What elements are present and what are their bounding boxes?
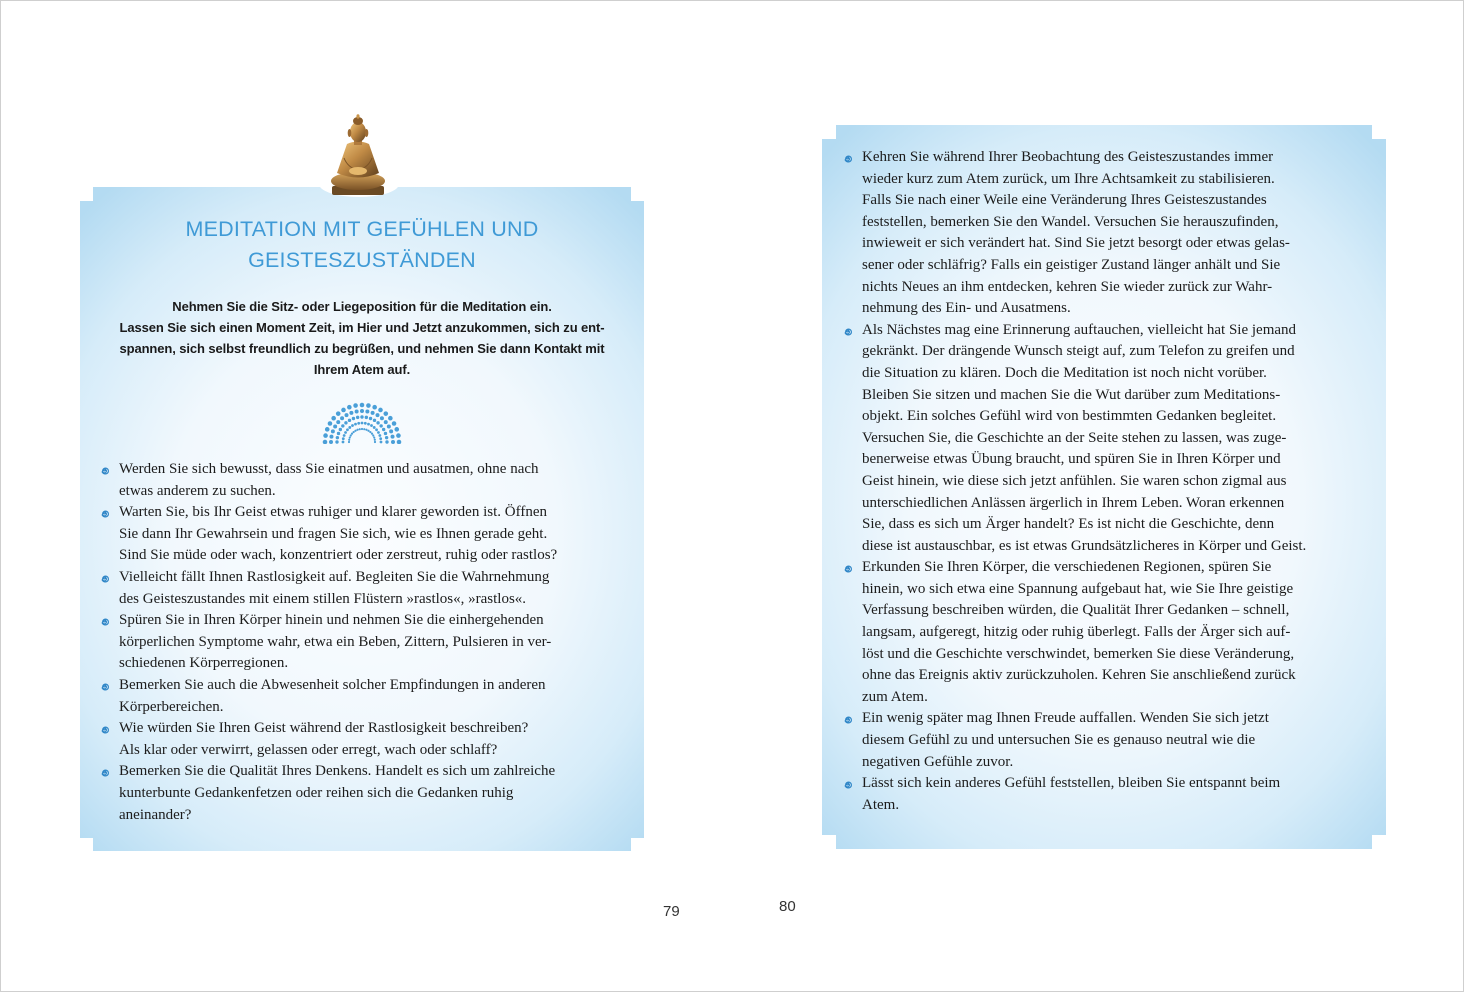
ornament-dot bbox=[371, 433, 373, 435]
ornament-dot bbox=[354, 423, 357, 426]
bullet-text-line: Spüren Sie in Ihren Körper hinein und nehmen Sie die einhergehenden bbox=[119, 612, 544, 629]
ornament-dot bbox=[349, 436, 351, 438]
bullet-text-line: Ein wenig später mag Ihnen Freude auffallen. Wenden Sie sich jetzt bbox=[862, 710, 1269, 727]
ornament-dot bbox=[341, 408, 346, 413]
bullet-text-line: Kehren Sie während Ihrer Beobachtung des Geisteszustandes immer bbox=[862, 149, 1274, 165]
ornament-dot bbox=[366, 403, 371, 408]
ornament-dot bbox=[360, 415, 363, 418]
bullet-text-line: schiedenen Körperregionen. bbox=[119, 655, 289, 672]
ornament-dot bbox=[385, 436, 388, 439]
bullet-text-line: benerweise etwas Übung braucht, und spüren Sie in Ihren Körper und bbox=[862, 451, 1281, 468]
ornament-dot bbox=[394, 427, 399, 432]
spiral-bullet-icon bbox=[842, 778, 853, 790]
bullet-text-line: zum Atem. bbox=[862, 688, 928, 705]
ornament-dot bbox=[391, 435, 395, 439]
bullet-text-line: des Geisteszustandes mit einem stillen Flüstern »rastlos«, »rastlos«. bbox=[119, 590, 527, 607]
ornament-dot bbox=[361, 428, 363, 430]
ornament-dot bbox=[372, 405, 377, 410]
page-number-left: 79 bbox=[663, 903, 680, 920]
bullet-text-line: körperlichen Symptome wahr, etwa ein Beben, Zittern, Pulsieren in ver- bbox=[119, 633, 552, 650]
ornament-dot bbox=[376, 413, 380, 417]
intro-paragraph bbox=[84, 296, 640, 380]
bullet-text-line: etwas anderem zu suchen. bbox=[119, 482, 276, 499]
intro-line: spannen, sich selbst freundlich zu begrüßen, und nehmen Sie dann Kontakt mit bbox=[119, 341, 605, 356]
bullet-text-line: hinein, wo sich etwa eine Spannung aufgebaut hat, wie Sie Ihre geistige bbox=[862, 580, 1294, 597]
bullet-text-line: Lässt sich kein anderes Gefühl feststellen, bleiben Sie entspannt beim bbox=[862, 775, 1281, 792]
bullet-text-line: gekränkt. Der drängende Wunsch steigt auf, zum Telefon zu greifen und bbox=[862, 343, 1295, 360]
bullet-text-line: sener oder schläfrig? Falls ein geistiger Zustand länger anhält und Sie bbox=[862, 256, 1281, 273]
ornament-dot bbox=[373, 436, 375, 438]
ornament-dot bbox=[323, 440, 328, 444]
ornament-dot bbox=[333, 425, 337, 429]
bullet-text-line: Versuchen Sie, die Geschichte an der Seite stehen zu lassen, was zuge- bbox=[862, 429, 1287, 446]
ornament-dot bbox=[396, 433, 401, 438]
ornament-dot bbox=[385, 440, 388, 443]
bullet-text-line: wieder kurz zum Atem zurück, um Ihre Achtsamkeit zu stabilisieren. bbox=[862, 170, 1275, 187]
ornament-dot bbox=[380, 416, 384, 420]
ornament-dot bbox=[373, 426, 376, 429]
ornament-dot bbox=[325, 427, 330, 432]
ornament-dot bbox=[348, 419, 351, 422]
ornament-dot bbox=[336, 411, 341, 416]
sunrise-dot-ornament bbox=[320, 400, 404, 444]
ornament-dot bbox=[374, 439, 376, 441]
spiral-bullet-icon bbox=[99, 507, 110, 519]
ornament-dot bbox=[348, 426, 351, 429]
bullet-text-line: die Situation zu klären. Doch die Meditation ist noch nicht vorüber. bbox=[862, 364, 1267, 381]
left-bullet-list bbox=[119, 459, 634, 826]
ornament-dot bbox=[383, 411, 388, 416]
ornament-dot bbox=[342, 441, 345, 444]
chapter-title bbox=[80, 214, 644, 276]
ornament-dot bbox=[388, 416, 393, 421]
spiral-bullet-icon bbox=[99, 464, 110, 476]
bullet-item bbox=[862, 557, 1377, 708]
ornament-dot bbox=[353, 403, 358, 408]
spiral-bullet-icon bbox=[842, 713, 853, 725]
ornament-dot bbox=[391, 440, 395, 444]
bullet-text-line: negativen Gefühle zuvor. bbox=[862, 753, 1014, 770]
ornament-dot bbox=[328, 421, 333, 426]
bullet-item bbox=[119, 718, 634, 761]
chapter-title-line: MEDITATION MIT GEFÜHLEN UND bbox=[185, 217, 539, 241]
ornament-dot bbox=[351, 424, 354, 427]
ornament-dot bbox=[343, 434, 346, 437]
ornament-dot bbox=[349, 411, 353, 415]
ornament-dot bbox=[353, 431, 355, 433]
ornament-dot bbox=[359, 428, 361, 430]
ornament-dot bbox=[355, 409, 359, 413]
bullet-text-line: objekt. Ein solches Gefühl wird von bestimmten Gedanken begleitet. bbox=[862, 408, 1277, 425]
right-bullet-list bbox=[862, 147, 1377, 816]
bullet-item bbox=[862, 708, 1377, 773]
bullet-item bbox=[119, 761, 634, 826]
ornament-dot bbox=[346, 428, 349, 431]
bullet-item bbox=[119, 459, 634, 502]
ornament-dot bbox=[356, 416, 359, 419]
ornament-dot bbox=[367, 423, 370, 426]
spiral-bullet-icon bbox=[99, 572, 110, 584]
ornament-dot bbox=[329, 440, 333, 444]
ornament-dot bbox=[345, 413, 349, 417]
bullet-text-line: Werden Sie sich bewusst, dass Sie einatmen und ausatmen, ohne nach bbox=[119, 461, 539, 477]
spiral-bullet-icon bbox=[99, 723, 110, 735]
bullet-text-line: unterschiedlichen Anlässen ärgerlich in Ihrem Leben. Woran erkennen bbox=[862, 494, 1285, 511]
bullet-text-line: inwieweit er sich verändert hat. Sind Sie jetzt besorgt oder etwas gelas- bbox=[862, 235, 1290, 252]
intro-line: Nehmen Sie die Sitz- oder Liegeposition für die Meditation ein. bbox=[172, 299, 552, 314]
ornament-dot bbox=[357, 422, 360, 425]
ornament-dot bbox=[365, 429, 367, 431]
bullet-text-line: ohne das Ereignis aktiv zurückzuholen. Kehren Sie anschließend zurück bbox=[862, 667, 1296, 684]
bullet-text-line: Verfassung beschreiben würden, die Qualität Ihrer Gedanken – schnell, bbox=[862, 602, 1290, 619]
bullet-item bbox=[119, 502, 634, 567]
bullet-text-line: Als Nächstes mag eine Erinnerung auftauchen, vielleicht hat Sie jemand bbox=[862, 321, 1297, 338]
ornament-dot bbox=[382, 428, 385, 431]
bullet-item bbox=[119, 610, 634, 675]
bullet-text-line: Geist hinein, wie diese sich jetzt anfühlen. Sie waren schon zigmal aus bbox=[862, 472, 1287, 489]
ornament-dot bbox=[375, 428, 378, 431]
ornament-dot bbox=[323, 433, 328, 438]
bullet-item bbox=[862, 320, 1377, 558]
bullet-text-line: Als klar oder verwirrt, gelassen oder erregt, wach oder schlaff? bbox=[119, 741, 498, 758]
ornament-dot bbox=[350, 434, 352, 436]
ornament-dot bbox=[360, 409, 364, 413]
ornament-dot bbox=[337, 432, 340, 435]
ornament-dot bbox=[397, 440, 402, 444]
bullet-text-line: feststellen, bemerken Sie den Wandel. Versuchen Sie herauszufinden, bbox=[862, 213, 1279, 230]
bullet-text-line: Atem. bbox=[862, 796, 900, 813]
spiral-bullet-icon bbox=[99, 615, 110, 627]
intro-line: Ihrem Atem auf. bbox=[313, 362, 411, 377]
bullet-item bbox=[862, 773, 1377, 816]
ornament-dot bbox=[367, 430, 369, 432]
ornament-dot bbox=[384, 432, 387, 435]
ornament-dot bbox=[387, 425, 391, 429]
bullet-text-line: kunterbunte Gedankenfetzen oder reihen sich die Gedanken ruhig bbox=[119, 784, 514, 801]
ornament-dot bbox=[376, 421, 379, 424]
bullet-text-line: Bemerken Sie die Qualität Ihres Denkens. Handelt es sich um zahlreiche bbox=[119, 763, 556, 780]
bullet-text-line: langsam, aufgeregt, hitzig oder ruhig überlegt. Falls der Ärger sich auf- bbox=[862, 624, 1291, 641]
ornament-dot bbox=[344, 431, 347, 434]
ornament-dot bbox=[380, 441, 383, 444]
ornament-dot bbox=[384, 420, 388, 424]
ornament-dot bbox=[344, 421, 347, 424]
ornament-dot bbox=[379, 437, 382, 440]
ornament-dot bbox=[341, 424, 344, 427]
ornament-dot bbox=[339, 428, 342, 431]
ornament-dot bbox=[354, 430, 356, 432]
ornament-dot bbox=[329, 435, 333, 439]
bullet-text-line: löst und die Geschichte verschwindet, bemerken Sie diese Veränderung, bbox=[862, 645, 1295, 662]
page-number-right: 80 bbox=[779, 898, 796, 915]
ornament-dot bbox=[365, 409, 369, 413]
bullet-text-line: nehmung des Ein- und Ausatmens. bbox=[862, 300, 1071, 317]
ornament-dot bbox=[363, 428, 365, 430]
ornament-dot bbox=[378, 434, 381, 437]
ornament-dot bbox=[373, 419, 376, 422]
ornament-dot bbox=[369, 431, 371, 433]
ornament-dot bbox=[379, 424, 382, 427]
ornament-dot bbox=[378, 408, 383, 413]
spiral-bullet-icon bbox=[99, 680, 110, 692]
ornament-dot bbox=[371, 411, 375, 415]
bullet-text-line: Sind Sie müde oder wach, konzentriert oder zerstreut, ruhig oder rastlos? bbox=[119, 547, 558, 564]
ornament-dot bbox=[342, 437, 345, 440]
spiral-bullet-icon bbox=[842, 562, 853, 574]
ornament-dot bbox=[336, 420, 340, 424]
ornament-dot bbox=[374, 441, 376, 443]
bullet-text-line: Falls Sie nach einer Weile eine Veränderung Ihres Geisteszustandes bbox=[862, 192, 1267, 209]
ornament-dot bbox=[352, 417, 355, 420]
bullet-item bbox=[862, 147, 1377, 320]
ornament-dot bbox=[340, 416, 344, 420]
spiral-bullet-icon bbox=[842, 152, 853, 164]
bullet-text-line: Wie würden Sie Ihren Geist während der Rastlosigkeit beschreiben? bbox=[119, 720, 529, 737]
chapter-title-line: GEISTESZUSTÄNDEN bbox=[248, 248, 476, 272]
bullet-text-line: Sie dann Ihr Gewahrsein und fragen Sie sich, wie es Ihnen gerade geht. bbox=[119, 525, 548, 542]
bullet-text-line: Sie, dass es sich um Ärger handelt? Es ist nicht die Geschichte, denn bbox=[862, 516, 1275, 533]
intro-line: Lassen Sie sich einen Moment Zeit, im Hier und Jetzt anzukommen, sich zu ent- bbox=[119, 320, 605, 335]
ornament-dot bbox=[365, 416, 368, 419]
ornament-dot bbox=[356, 429, 358, 431]
ornament-dot bbox=[351, 433, 353, 435]
bullet-text-line: Erkunden Sie Ihren Körper, die verschiedenen Regionen, spüren Sie bbox=[862, 559, 1272, 576]
spiral-bullet-icon bbox=[842, 325, 853, 337]
buddha-statue-image bbox=[322, 110, 394, 198]
bullet-text-line: Vielleicht fällt Ihnen Rastlosigkeit auf. Begleiten Sie die Wahrnehmung bbox=[119, 568, 550, 585]
spiral-bullet-icon bbox=[99, 766, 110, 778]
ornament-dot bbox=[389, 429, 393, 433]
bullet-text-line: diese ist austauschbar, es ist etwas Grundsätzlicheres in Körper und Geist. bbox=[862, 537, 1307, 554]
ornament-dot bbox=[348, 439, 350, 441]
bullet-text-line: Warten Sie, bis Ihr Geist etwas ruhiger und klarer geworden ist. Öffnen bbox=[119, 504, 547, 521]
ornament-dot bbox=[336, 436, 339, 439]
ornament-dot bbox=[347, 405, 352, 410]
ornament-dot bbox=[361, 422, 364, 425]
ornament-dot bbox=[377, 431, 380, 434]
ornament-dot bbox=[331, 429, 335, 433]
ornament-dot bbox=[348, 441, 350, 443]
bullet-text-line: Bleiben Sie sitzen und machen Sie die Wut darüber zum Meditations- bbox=[862, 386, 1281, 403]
ornament-dot bbox=[360, 403, 365, 408]
ornament-dot bbox=[331, 416, 336, 421]
ornament-dot bbox=[369, 417, 372, 420]
bullet-text-line: Körperbereichen. bbox=[119, 698, 224, 715]
ornament-dot bbox=[335, 440, 338, 443]
bullet-text-line: aneinander? bbox=[119, 806, 192, 823]
ornament-dot bbox=[372, 434, 374, 436]
bullet-item bbox=[119, 675, 634, 718]
ornament-dot bbox=[370, 424, 373, 427]
ornament-dot bbox=[392, 421, 397, 426]
bullet-text-line: diesem Gefühl zu und untersuchen Sie es genauso neutral wie die bbox=[862, 732, 1256, 749]
bullet-item bbox=[119, 567, 634, 610]
bullet-text-line: nichts Neues an ihm entdecken, kehren Sie wieder zurück zur Wahr- bbox=[862, 278, 1273, 295]
ornament-dot bbox=[364, 422, 367, 425]
bullet-text-line: Bemerken Sie auch die Abwesenheit solcher Empfindungen in anderen bbox=[119, 676, 546, 693]
